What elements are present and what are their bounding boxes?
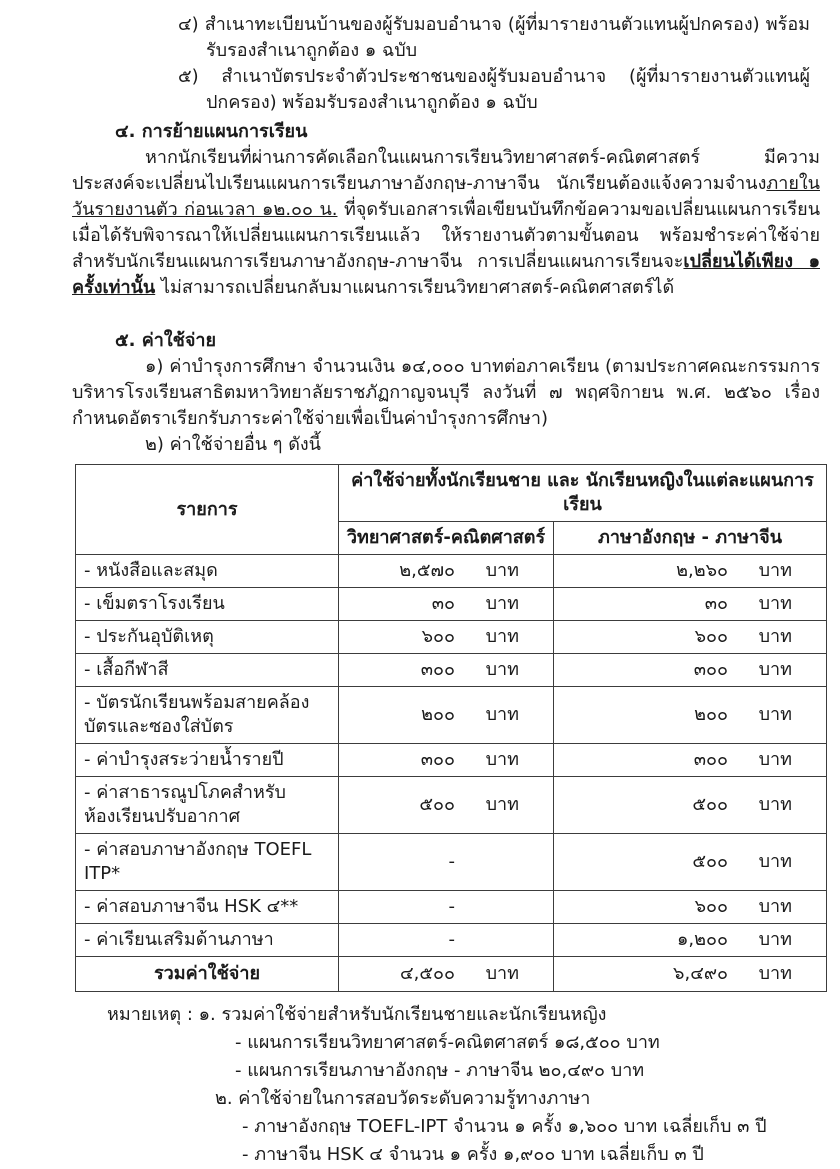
currency-unit: บาท — [485, 963, 519, 984]
currency-unit: บาท — [758, 704, 792, 725]
fee-item-label: - ค่าสาธารณูปโภคสำหรับห้องเรียนปรับอากาศ — [76, 777, 339, 834]
fee-lang-value: ๕๐๐ — [692, 851, 728, 872]
currency-unit: บาท — [758, 560, 792, 581]
table-row — [76, 834, 827, 891]
total-sci-cell — [339, 957, 554, 992]
note-1-heading: ๑. รวมค่าใช้จ่ายสำหรับนักเรียนชายและนักเรียนหญิง — [198, 1004, 607, 1025]
note-2-heading: ๒. ค่าใช้จ่ายในการสอบวัดระดับความรู้ทางภาษา — [215, 1088, 591, 1109]
currency-unit: บาท — [758, 851, 792, 872]
currency-unit: บาท — [758, 593, 792, 614]
fee-sci-cell — [339, 924, 554, 957]
fee-sci-value: ๓๐ — [431, 593, 455, 614]
fee-lang-value: ๓๐๐ — [693, 659, 728, 680]
table-row — [76, 588, 827, 621]
currency-unit: บาท — [485, 560, 519, 581]
fees-table-header-row-1 — [76, 465, 827, 522]
fee-lang-value: ๑,๒๐๐ — [677, 929, 728, 950]
fee-lang-cell — [554, 555, 827, 588]
fee-sci-value: ๓๐๐ — [420, 749, 455, 770]
section-4-text-mid: ที่จุดรับเอกสารเพื่อเขียนบันทึกข้อความขอเปลี่ยนแผนการเรียน เมื่อได้รับพิจารณาให้เปลี่ยนแผนการเรียนแล้ว ให้รายงานตัวตามขั้นตอน พร้อมชำระค่าใช้จ่ายสำหรับนักเรียนแผนการเรียนภาษาอังกฤษ-ภาษาจีน การเปลี่ยนแผนการเรียนจะ — [72, 199, 820, 272]
fee-item-label: - ค่าเรียนเสริมด้านภาษา — [76, 924, 339, 957]
currency-unit: บาท — [485, 794, 519, 815]
section-4-text-end: ไม่สามารถเปลี่ยนกลับมาแผนการเรียนวิทยาศาสตร์-คณิตศาสตร์ได้ — [160, 277, 675, 298]
fee-lang-cell — [554, 891, 827, 924]
fee-item-label: - เข็มตราโรงเรียน — [76, 588, 339, 621]
notes-section — [0, 1001, 840, 1169]
fee-sci-cell — [339, 744, 554, 777]
currency-unit: บาท — [485, 593, 519, 614]
currency-unit: บาท — [758, 896, 792, 917]
fee-lang-cell — [554, 621, 827, 654]
currency-unit: บาท — [758, 963, 792, 984]
fee-sci-value: - — [448, 929, 455, 950]
document-list-item-4: ๔) สำเนาทะเบียนบ้านของผู้รับมอบอำนาจ (ผู้ที่มารายงานตัวแทนผู้ปกครอง) พร้อมรับรองสำเนาถูกต้อง ๑ ฉบับ — [178, 14, 810, 61]
fee-item-label: - ค่าสอบภาษาอังกฤษ TOEFL ITP* — [76, 834, 339, 891]
notes-label: หมายเหตุ : — [107, 1004, 193, 1025]
fee-item-label: - เสื้อกีฬาสี — [76, 654, 339, 687]
document-list-item-5: ๕) สำเนาบัตรประจำตัวประชาชนของผู้รับมอบอำนาจ (ผู้ที่มารายงานตัวแทนผู้ปกครอง) พร้อมรับรองสำเนาถูกต้อง ๑ ฉบับ — [178, 66, 810, 113]
fee-item-label: - ประกันอุบัติเหตุ — [76, 621, 339, 654]
fee-lang-cell — [554, 744, 827, 777]
fee-sci-cell — [339, 588, 554, 621]
fee-lang-value: ๒,๒๖๐ — [676, 560, 728, 581]
fee-sci-value: ๓๐๐ — [420, 659, 455, 680]
column-header-span: ค่าใช้จ่ายทั้งนักเรียนชาย และ นักเรียนหญิงในแต่ละแผนการเรียน — [339, 465, 827, 522]
fees-table — [75, 464, 827, 992]
fee-sci-cell — [339, 654, 554, 687]
fee-lang-value: ๓๐ — [704, 593, 728, 614]
fee-lang-value: ๖๐๐ — [694, 626, 728, 647]
currency-unit: บาท — [485, 704, 519, 725]
currency-unit: บาท — [485, 749, 519, 770]
currency-unit: บาท — [758, 659, 792, 680]
fee-item-label: - บัตรนักเรียนพร้อมสายคล้องบัตรและซองใส่บัตร — [76, 687, 339, 744]
total-sci-value: ๔,๕๐๐ — [400, 963, 455, 984]
fee-lang-value: ๒๐๐ — [694, 704, 728, 725]
total-lang-value: ๖,๔๙๐ — [673, 963, 728, 984]
fee-sci-value: ๒,๕๗๐ — [399, 560, 455, 581]
fee-lang-value: ๓๐๐ — [693, 749, 728, 770]
table-row — [76, 744, 827, 777]
section-4-bold-underlined-limit: เปลี่ยนได้เพียง ๑ ครั้งเท่านั้น — [72, 251, 820, 298]
table-row — [76, 777, 827, 834]
section-4-paragraph — [72, 145, 820, 301]
fee-lang-cell — [554, 834, 827, 891]
fee-lang-cell — [554, 588, 827, 621]
column-header-science-math: วิทยาศาสตร์-คณิตศาสตร์ — [339, 522, 554, 555]
table-row — [76, 687, 827, 744]
fee-sci-cell — [339, 621, 554, 654]
table-row — [76, 555, 827, 588]
currency-unit: บาท — [758, 794, 792, 815]
section-4-underlined-deadline: ภายในวันรายงานตัว ก่อนเวลา ๑๒.๐๐ น. — [72, 173, 820, 220]
section-gap — [0, 301, 840, 325]
fee-sci-cell — [339, 555, 554, 588]
note-1-item-1: - แผนการเรียนวิทยาศาสตร์-คณิตศาสตร์ ๑๘,๕๐๐ บาท — [235, 1032, 660, 1053]
fee-sci-cell — [339, 891, 554, 924]
fee-lang-cell — [554, 777, 827, 834]
section-5-item-2: ๒) ค่าใช้จ่ายอื่น ๆ ดังนี้ — [145, 434, 321, 455]
fee-sci-value: - — [448, 896, 455, 917]
fee-sci-value: ๖๐๐ — [421, 626, 455, 647]
fee-item-label: - ค่าสอบภาษาจีน HSK ๔** — [76, 891, 339, 924]
fee-lang-cell — [554, 654, 827, 687]
currency-unit: บาท — [758, 626, 792, 647]
note-2-item-2: - ภาษาจีน HSK ๔ จำนวน ๑ ครั้ง ๑,๙๐๐ บาท เฉลี่ยเก็บ ๓ ปี — [242, 1144, 704, 1165]
currency-unit: บาท — [758, 929, 792, 950]
fee-lang-value: ๕๐๐ — [692, 794, 728, 815]
section-5-heading: ๕. ค่าใช้จ่าย — [115, 330, 217, 351]
fee-sci-value: ๕๐๐ — [419, 794, 455, 815]
fee-lang-value: ๖๐๐ — [694, 896, 728, 917]
fee-item-label: - ค่าบำรุงสระว่ายน้ำรายปี — [76, 744, 339, 777]
table-row — [76, 621, 827, 654]
fee-sci-cell — [339, 834, 554, 891]
fee-lang-cell — [554, 924, 827, 957]
section-5-item-1: ๑) ค่าบำรุงการศึกษา จำนวนเงิน ๑๔,๐๐๐ บาทต่อภาคเรียน (ตามประกาศคณะกรรมการบริหารโรงเรียนสาธิตมหาวิทยาลัยราชภัฏกาญจนบุรี ลงวันที่ ๗ พฤศจิกายน พ.ศ. ๒๕๖๐ เรื่อง กำหนดอัตราเรียกรับภาระค่าใช้จ่ายเพื่อเป็นค่าบำรุงการศึกษา) — [72, 356, 820, 429]
currency-unit: บาท — [485, 659, 519, 680]
section-4-text-start: หากนักเรียนที่ผ่านการคัดเลือกในแผนการเรียนวิทยาศาสตร์-คณิตศาสตร์ มีความประสงค์จะเปลี่ยนไปเรียนแผนการเรียนภาษาอังกฤษ-ภาษาจีน นักเรียนต้องแจ้งความจำนง — [72, 147, 820, 194]
total-lang-cell — [554, 957, 827, 992]
table-row — [76, 891, 827, 924]
fee-sci-cell — [339, 777, 554, 834]
fee-sci-value: - — [448, 851, 455, 872]
column-header-item: รายการ — [76, 465, 339, 555]
table-total-row — [76, 957, 827, 992]
note-1-item-2: - แผนการเรียนภาษาอังกฤษ - ภาษาจีน ๒๐,๔๙๐ บาท — [235, 1060, 645, 1081]
fee-sci-cell — [339, 687, 554, 744]
section-4-heading: ๔. การย้ายแผนการเรียน — [115, 121, 308, 142]
fee-item-label: - หนังสือและสมุด — [76, 555, 339, 588]
note-2-item-1: - ภาษาอังกฤษ TOEFL-IPT จำนวน ๑ ครั้ง ๑,๖๐๐ บาท เฉลี่ยเก็บ ๓ ปี — [242, 1116, 767, 1137]
fees-table-header — [76, 465, 827, 555]
fee-sci-value: ๒๐๐ — [421, 704, 455, 725]
notes-line-1 — [107, 1001, 840, 1029]
currency-unit: บาท — [485, 626, 519, 647]
table-row — [76, 654, 827, 687]
table-row — [76, 924, 827, 957]
fee-lang-cell — [554, 687, 827, 744]
column-header-english-chinese: ภาษาอังกฤษ - ภาษาจีน — [554, 522, 827, 555]
total-label: รวมค่าใช้จ่าย — [76, 957, 339, 992]
currency-unit: บาท — [758, 749, 792, 770]
